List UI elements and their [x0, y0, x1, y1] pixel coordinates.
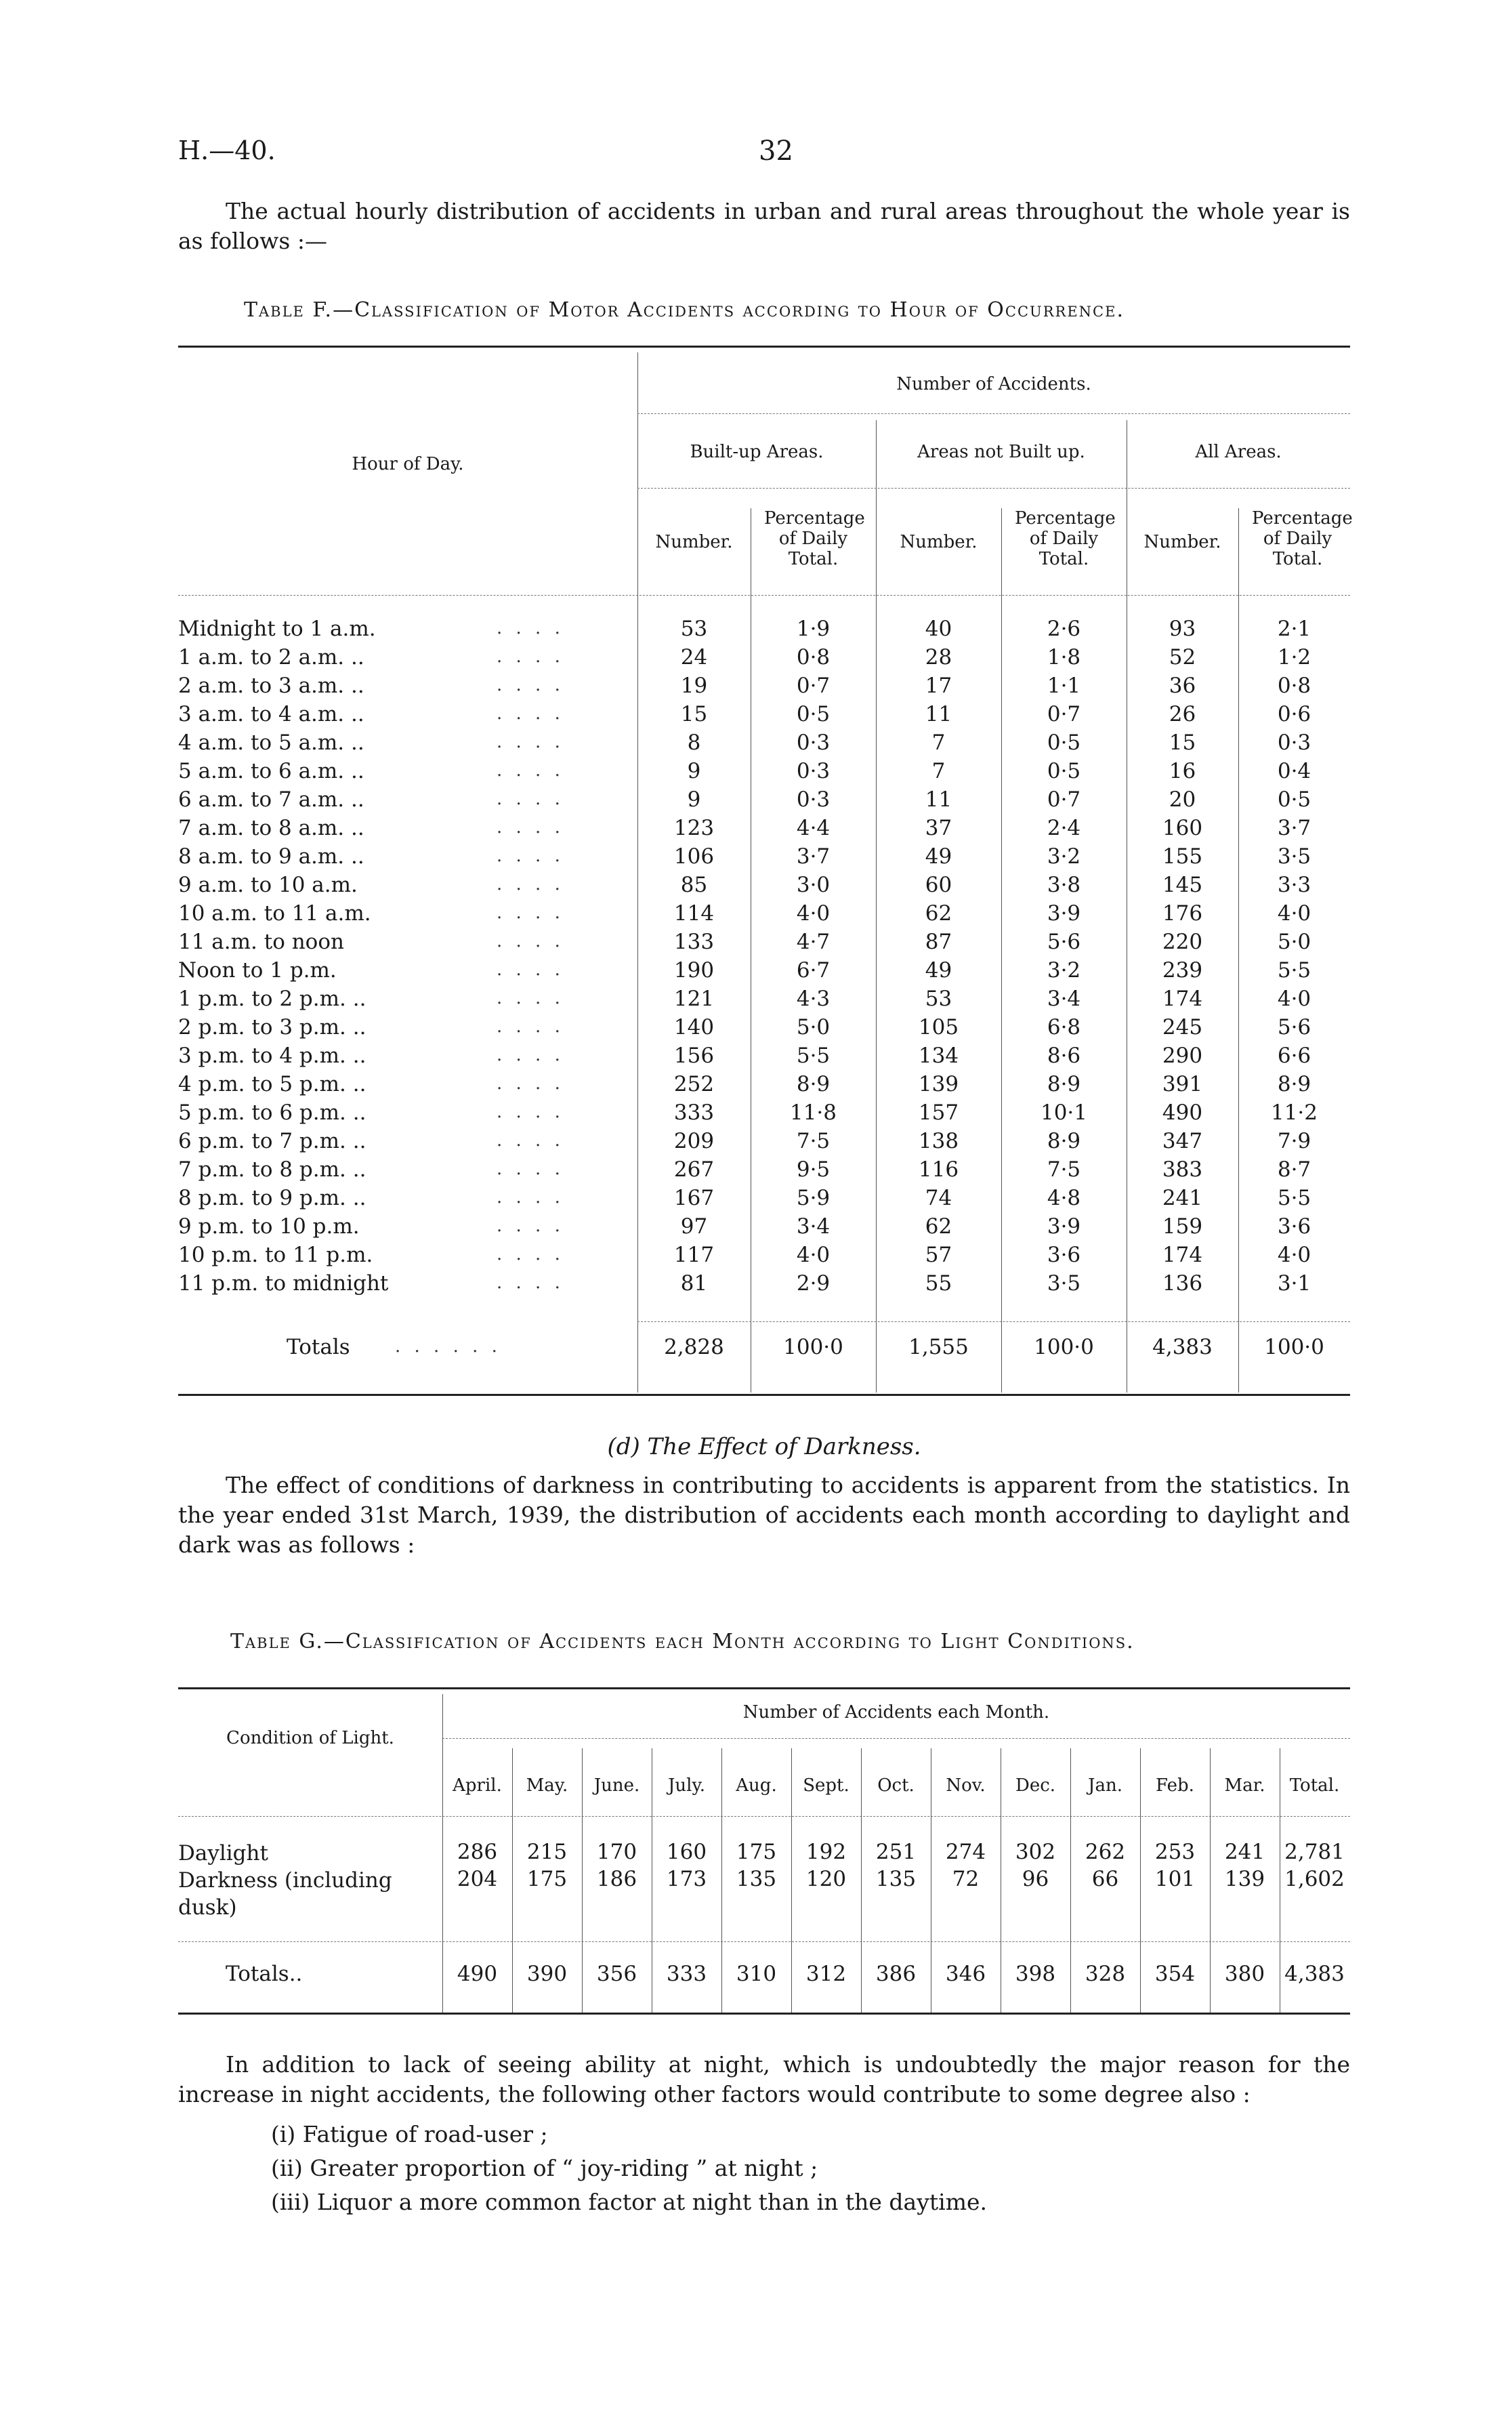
cell-nb-p: 2·4 [1047, 816, 1081, 840]
cell-all-p: 0·8 [1277, 674, 1311, 698]
cell-all-n: 93 [1169, 617, 1196, 641]
month-cell: 173 [666, 1867, 707, 1891]
cell-bu-p: 0·7 [796, 674, 831, 698]
cell-bu-n: 140 [673, 1015, 715, 1039]
cell-nb-p: 5·6 [1047, 930, 1081, 954]
cell-all-p: 8·9 [1277, 1072, 1311, 1096]
hour-label: 5 p.m. to 6 p.m. .. [178, 1100, 366, 1125]
month-cell: 204 [457, 1867, 498, 1891]
cell-nb-n: 11 [925, 702, 952, 726]
month-total: 356 [596, 1962, 637, 1986]
cell-all-p: 2·1 [1277, 617, 1311, 641]
table-f-caption: Table F.—Classification of Motor Accidents according to Hour of Occurrence. [244, 298, 1125, 322]
cell-all-p: 5·5 [1277, 958, 1311, 983]
cell-nb-n: 17 [925, 674, 952, 698]
month-header: May. [526, 1775, 568, 1796]
header-percentage: Percentage of Daily Total. [764, 508, 865, 569]
cell-bu-p: 2·9 [796, 1271, 831, 1296]
cell-bu-p: 0·3 [796, 730, 831, 755]
cell-all-n: 20 [1169, 787, 1196, 812]
month-total: 490 [457, 1962, 498, 1986]
totals-label: Totals.. [226, 1962, 303, 1986]
hour-label: 10 a.m. to 11 a.m. [178, 901, 371, 926]
month-cell: 253 [1154, 1840, 1196, 1864]
cell-bu-n: 9 [687, 787, 701, 812]
cell-nb-p: 8·9 [1047, 1129, 1081, 1153]
cell-all-p: 3·5 [1277, 844, 1311, 869]
cell-bu-n: 117 [673, 1243, 715, 1267]
cell-nb-n: 53 [925, 987, 952, 1011]
hour-label: 3 p.m. to 4 p.m. .. [178, 1044, 366, 1068]
cell-nb-p: 0·7 [1047, 702, 1081, 726]
hour-label: 6 a.m. to 7 a.m. .. [178, 787, 364, 812]
table-g-rule [178, 1941, 1350, 1942]
section-d-title: (d) The Effect of Darkness. [607, 1433, 921, 1460]
total-nb-n: 1,555 [908, 1335, 969, 1359]
leader-dots: . . . . [497, 1016, 564, 1037]
leader-dots: . . . . [497, 732, 564, 752]
cell-all-p: 4·0 [1277, 901, 1311, 926]
leader-dots: . . . . [497, 1045, 564, 1065]
table-g-top-rule [178, 1687, 1350, 1689]
cell-nb-n: 37 [925, 816, 952, 840]
cell-nb-p: 3·8 [1047, 873, 1081, 897]
leader-dots: . . . . [497, 789, 564, 809]
cell-bu-p: 1·9 [796, 617, 831, 641]
hour-label: 9 p.m. to 10 p.m. [178, 1214, 360, 1239]
cell-bu-p: 3·4 [796, 1214, 831, 1239]
month-total: 4,383 [1284, 1962, 1345, 1986]
hour-label: 11 p.m. to midnight [178, 1271, 389, 1296]
cell-bu-p: 3·7 [796, 844, 831, 869]
cell-nb-p: 3·5 [1047, 1271, 1081, 1296]
list-item: (i) Fatigue of road-user ; [271, 2121, 548, 2147]
cell-nb-p: 0·5 [1047, 730, 1081, 755]
cell-all-n: 239 [1162, 958, 1203, 983]
cell-all-p: 11·2 [1270, 1100, 1318, 1125]
month-header: Feb. [1156, 1775, 1194, 1796]
cell-bu-n: 15 [680, 702, 708, 726]
table-f-top-rule [178, 346, 1350, 348]
cell-all-p: 1·2 [1277, 645, 1311, 669]
cell-bu-n: 267 [673, 1157, 715, 1182]
leader-dots: . . . . [497, 675, 564, 695]
hour-label: 7 p.m. to 8 p.m. .. [178, 1157, 366, 1182]
month-cell: 175 [736, 1840, 777, 1864]
table-f-rule [637, 1321, 1350, 1322]
cell-nb-n: 62 [925, 901, 952, 926]
month-total: 386 [875, 1962, 917, 1986]
cell-nb-p: 3·6 [1047, 1243, 1081, 1267]
cell-nb-n: 87 [925, 930, 952, 954]
cell-nb-n: 11 [925, 787, 952, 812]
header-condition-of-light: Condition of Light. [226, 1728, 394, 1748]
leader-dots: . . . . . . [395, 1336, 501, 1357]
cell-all-p: 3·3 [1277, 873, 1311, 897]
month-cell: 101 [1154, 1867, 1196, 1891]
cell-bu-p: 0·3 [796, 759, 831, 783]
hour-label: 4 a.m. to 5 a.m. .. [178, 730, 364, 755]
cell-bu-n: 85 [680, 873, 708, 897]
total-all-n: 4,383 [1152, 1335, 1213, 1359]
month-cell: 274 [945, 1840, 986, 1864]
hour-label: Noon to 1 p.m. [178, 958, 337, 983]
cell-bu-p: 5·9 [796, 1186, 831, 1210]
table-g-rule [442, 1738, 1350, 1739]
cell-nb-n: 138 [918, 1129, 959, 1153]
month-total: 346 [945, 1962, 986, 1986]
cell-bu-n: 156 [673, 1044, 715, 1068]
cell-nb-p: 3·2 [1047, 958, 1081, 983]
cell-all-p: 6·6 [1277, 1044, 1311, 1068]
hour-label: 8 p.m. to 9 p.m. .. [178, 1186, 366, 1210]
table-f-bottom-rule [178, 1394, 1350, 1396]
leader-dots: . . . . [497, 1130, 564, 1151]
cell-all-n: 160 [1162, 816, 1203, 840]
month-cell: 2,781 [1284, 1840, 1345, 1864]
header-hour-of-day: Hour of Day. [352, 454, 464, 474]
table-f-rule [637, 413, 1350, 414]
cell-nb-n: 49 [925, 844, 952, 869]
cell-nb-p: 1·8 [1047, 645, 1081, 669]
cell-all-p: 8·7 [1277, 1157, 1311, 1182]
cell-nb-n: 40 [925, 617, 952, 641]
header-percentage: Percentage of Daily Total. [1252, 508, 1353, 569]
hour-label: 9 a.m. to 10 a.m. [178, 873, 358, 897]
cell-all-n: 36 [1169, 674, 1196, 698]
cell-nb-n: 157 [918, 1100, 959, 1125]
cell-bu-p: 4·0 [796, 1243, 831, 1267]
leader-dots: . . . . [497, 760, 564, 781]
month-header: Total. [1289, 1775, 1340, 1796]
cell-nb-p: 3·2 [1047, 844, 1081, 869]
cell-nb-n: 74 [925, 1186, 952, 1210]
cell-nb-n: 134 [918, 1044, 959, 1068]
header-number: Number. [1143, 532, 1221, 552]
month-cell: 170 [596, 1840, 637, 1864]
cell-nb-n: 7 [931, 730, 946, 755]
hour-label: 4 p.m. to 5 p.m. .. [178, 1072, 366, 1096]
hour-label: 5 a.m. to 6 a.m. .. [178, 759, 364, 783]
cell-bu-p: 4·4 [796, 816, 831, 840]
cell-all-p: 7·9 [1277, 1129, 1311, 1153]
month-cell: 262 [1085, 1840, 1126, 1864]
document-reference: H.—40. [178, 136, 276, 165]
total-bu-n: 2,828 [664, 1335, 724, 1359]
month-header: Dec. [1015, 1775, 1056, 1796]
month-header: Jan. [1088, 1775, 1122, 1796]
month-cell: 160 [666, 1840, 707, 1864]
cell-bu-p: 8·9 [796, 1072, 831, 1096]
hour-label: 8 a.m. to 9 a.m. .. [178, 844, 364, 869]
month-header: Mar. [1224, 1775, 1265, 1796]
cell-bu-p: 6·7 [796, 958, 831, 983]
cell-nb-p: 3·9 [1047, 1214, 1081, 1239]
cell-bu-p: 4·0 [796, 901, 831, 926]
cell-bu-p: 3·0 [796, 873, 831, 897]
cell-nb-n: 49 [925, 958, 952, 983]
cell-bu-p: 11·8 [789, 1100, 837, 1125]
cell-nb-p: 3·4 [1047, 987, 1081, 1011]
totals-label: Totals [287, 1335, 350, 1359]
table-g-bottom-rule [178, 2013, 1350, 2015]
cell-all-n: 15 [1169, 730, 1196, 755]
cell-bu-n: 53 [680, 617, 708, 641]
cell-nb-p: 2·6 [1047, 617, 1081, 641]
cell-nb-n: 62 [925, 1214, 952, 1239]
cell-bu-p: 0·8 [796, 645, 831, 669]
cell-nb-n: 7 [931, 759, 946, 783]
month-cell: 72 [952, 1867, 980, 1891]
hour-label: 1 a.m. to 2 a.m. .. [178, 645, 364, 669]
month-cell: 1,602 [1284, 1867, 1345, 1891]
cell-bu-n: 24 [680, 645, 708, 669]
leader-dots: . . . . [497, 1159, 564, 1179]
cell-all-p: 0·4 [1277, 759, 1311, 783]
header-built-up-areas: Built-up Areas. [690, 442, 824, 462]
section-d-paragraph [178, 1470, 1350, 1560]
cell-bu-p: 0·5 [796, 702, 831, 726]
cell-nb-p: 0·5 [1047, 759, 1081, 783]
table-f-rule [178, 595, 1350, 596]
hour-label: 11 a.m. to noon [178, 930, 344, 954]
cell-nb-p: 6·8 [1047, 1015, 1081, 1039]
leader-dots: . . . . [497, 817, 564, 838]
leader-dots: . . . . [497, 931, 564, 951]
month-total: 328 [1085, 1962, 1126, 1986]
month-header: June. [593, 1775, 640, 1796]
cell-nb-p: 0·7 [1047, 787, 1081, 812]
cell-all-n: 490 [1162, 1100, 1203, 1125]
cell-all-n: 145 [1162, 873, 1203, 897]
total-bu-p: 100·0 [783, 1335, 843, 1359]
cell-all-n: 26 [1169, 702, 1196, 726]
leader-dots: . . . . [497, 703, 564, 724]
list-item: (iii) Liquor a more common factor at night than in the daytime. [271, 2189, 987, 2215]
cell-bu-p: 9·5 [796, 1157, 831, 1182]
header-number: Number. [655, 532, 733, 552]
month-total: 354 [1154, 1962, 1196, 1986]
cell-nb-p: 4·8 [1047, 1186, 1081, 1210]
month-header: April. [453, 1775, 502, 1796]
leader-dots: . . . . [497, 988, 564, 1008]
month-header: Aug. [736, 1775, 777, 1796]
cell-nb-p: 3·9 [1047, 901, 1081, 926]
month-cell: 215 [526, 1840, 568, 1864]
leader-dots: . . . . [497, 903, 564, 923]
total-nb-p: 100·0 [1034, 1335, 1094, 1359]
cell-bu-n: 97 [680, 1214, 708, 1239]
cell-all-p: 0·6 [1277, 702, 1311, 726]
month-cell: 120 [805, 1867, 847, 1891]
cell-bu-n: 123 [673, 816, 715, 840]
cell-all-p: 3·6 [1277, 1214, 1311, 1239]
month-cell: 135 [736, 1867, 777, 1891]
month-header: Nov. [946, 1775, 986, 1796]
month-total: 312 [805, 1962, 847, 1986]
list-item: (ii) Greater proportion of “ joy-riding ” at night ; [271, 2155, 818, 2181]
hour-label: 6 p.m. to 7 p.m. .. [178, 1129, 366, 1153]
month-header: Sept. [803, 1775, 849, 1796]
table-g [178, 1687, 1350, 2019]
cell-all-n: 174 [1162, 1243, 1203, 1267]
cell-nb-n: 116 [918, 1157, 959, 1182]
cell-bu-p: 4·3 [796, 987, 831, 1011]
header-percentage: Percentage of Daily Total. [1015, 508, 1116, 569]
hour-label: 2 p.m. to 3 p.m. .. [178, 1015, 366, 1039]
cell-bu-n: 81 [680, 1271, 708, 1296]
cell-bu-n: 8 [687, 730, 701, 755]
cell-all-p: 4·0 [1277, 987, 1311, 1011]
condition-label: Darkness (including dusk) [178, 1868, 392, 1920]
cell-all-p: 4·0 [1277, 1243, 1311, 1267]
intro-paragraph [178, 197, 1350, 256]
cell-nb-n: 60 [925, 873, 952, 897]
leader-dots: . . . . [497, 1244, 564, 1264]
hour-label: 2 a.m. to 3 a.m. .. [178, 674, 364, 698]
table-f [178, 346, 1353, 1423]
cell-nb-n: 55 [925, 1271, 952, 1296]
cell-bu-n: 133 [673, 930, 715, 954]
cell-bu-p: 7·5 [796, 1129, 831, 1153]
closing-text: In addition to lack of seeing ability at night, which is undoubtedly the major reason for the increase in night accidents, the following other factors would contribute to some degree also : [178, 2051, 1350, 2107]
cell-bu-p: 5·0 [796, 1015, 831, 1039]
cell-all-n: 159 [1162, 1214, 1203, 1239]
cell-all-n: 347 [1162, 1129, 1203, 1153]
cell-all-n: 220 [1162, 930, 1203, 954]
cell-nb-p: 8·9 [1047, 1072, 1081, 1096]
cell-nb-n: 139 [918, 1072, 959, 1096]
intro-text: The actual hourly distribution of accidents in urban and rural areas throughout the whole year is as follows :— [178, 198, 1350, 254]
cell-bu-n: 114 [673, 901, 715, 926]
leader-dots: . . . . [497, 1187, 564, 1208]
leader-dots: . . . . [497, 874, 564, 894]
leader-dots: . . . . [497, 1273, 564, 1293]
hour-label: 3 a.m. to 4 a.m. .. [178, 702, 364, 726]
month-total: 390 [526, 1962, 568, 1986]
cell-all-n: 155 [1162, 844, 1203, 869]
leader-dots: . . . . [497, 960, 564, 980]
month-cell: 135 [875, 1867, 917, 1891]
cell-nb-n: 57 [925, 1243, 952, 1267]
cell-all-p: 0·5 [1277, 787, 1311, 812]
cell-all-p: 5·6 [1277, 1015, 1311, 1039]
month-cell: 139 [1224, 1867, 1265, 1891]
cell-bu-n: 252 [673, 1072, 715, 1096]
cell-all-n: 383 [1162, 1157, 1203, 1182]
cell-all-n: 136 [1162, 1271, 1203, 1296]
hour-label: 1 p.m. to 2 p.m. .. [178, 987, 366, 1011]
leader-dots: . . . . [497, 618, 564, 638]
cell-nb-p: 8·6 [1047, 1044, 1081, 1068]
table-g-rule [178, 1816, 1350, 1817]
cell-bu-p: 5·5 [796, 1044, 831, 1068]
cell-nb-n: 105 [918, 1015, 959, 1039]
cell-all-p: 5·0 [1277, 930, 1311, 954]
month-cell: 66 [1091, 1867, 1119, 1891]
month-header: Oct. [877, 1775, 915, 1796]
header-number-of-accidents: Number of Accidents. [896, 374, 1091, 394]
header-number: Number. [900, 532, 978, 552]
month-total: 380 [1224, 1962, 1265, 1986]
cell-bu-p: 4·7 [796, 930, 831, 954]
cell-all-n: 174 [1162, 987, 1203, 1011]
cell-all-p: 3·1 [1277, 1271, 1311, 1296]
cell-nb-n: 28 [925, 645, 952, 669]
month-cell: 241 [1224, 1840, 1265, 1864]
cell-bu-n: 190 [673, 958, 715, 983]
cell-all-p: 3·7 [1277, 816, 1311, 840]
hour-label: 7 a.m. to 8 a.m. .. [178, 816, 364, 840]
month-cell: 302 [1015, 1840, 1056, 1864]
header-not-built-up-areas: Areas not Built up. [917, 442, 1085, 462]
cell-nb-p: 7·5 [1047, 1157, 1081, 1182]
table-f-rule [637, 488, 1350, 489]
cell-bu-n: 333 [673, 1100, 715, 1125]
hour-label: 10 p.m. to 11 p.m. [178, 1243, 373, 1267]
month-cell: 96 [1022, 1867, 1049, 1891]
cell-all-p: 0·3 [1277, 730, 1311, 755]
cell-nb-p: 1·1 [1047, 674, 1081, 698]
leader-dots: . . . . [497, 646, 564, 667]
cell-all-n: 290 [1162, 1044, 1203, 1068]
cell-bu-n: 167 [673, 1186, 715, 1210]
header-all-areas: All Areas. [1195, 442, 1282, 462]
cell-all-n: 391 [1162, 1072, 1203, 1096]
month-cell: 186 [596, 1867, 637, 1891]
cell-bu-n: 106 [673, 844, 715, 869]
cell-all-n: 176 [1162, 901, 1203, 926]
cell-all-n: 241 [1162, 1186, 1203, 1210]
leader-dots: . . . . [497, 846, 564, 866]
closing-paragraph [178, 2050, 1350, 2109]
month-cell: 192 [805, 1840, 847, 1864]
leader-dots: . . . . [497, 1102, 564, 1122]
cell-nb-p: 10·1 [1040, 1100, 1088, 1125]
cell-all-n: 52 [1169, 645, 1196, 669]
leader-dots: . . . . [497, 1216, 564, 1236]
cell-bu-n: 19 [680, 674, 708, 698]
cell-all-p: 5·5 [1277, 1186, 1311, 1210]
total-all-p: 100·0 [1264, 1335, 1324, 1359]
month-header: July. [668, 1775, 705, 1796]
page-number: 32 [759, 136, 793, 167]
header-accidents-each-month: Number of Accidents each Month. [742, 1702, 1050, 1723]
month-total: 333 [666, 1962, 707, 1986]
month-total: 398 [1015, 1962, 1056, 1986]
condition-label: Daylight [178, 1841, 268, 1866]
month-cell: 251 [875, 1840, 917, 1864]
cell-all-n: 16 [1169, 759, 1196, 783]
month-total: 310 [736, 1962, 777, 1986]
section-d-text: The effect of conditions of darkness in contributing to accidents is apparent from the statistics. In the year ended 31st March, 1939, the distribution of accidents each month according to daylight and dark was as follows : [178, 1472, 1350, 1558]
cell-bu-n: 121 [673, 987, 715, 1011]
table-g-caption: Table G.—Classification of Accidents each Month according to Light Conditions. [230, 1630, 1135, 1653]
leader-dots: . . . . [497, 1073, 564, 1094]
cell-bu-n: 9 [687, 759, 701, 783]
cell-all-n: 245 [1162, 1015, 1203, 1039]
month-cell: 175 [526, 1867, 568, 1891]
cell-bu-p: 0·3 [796, 787, 831, 812]
cell-bu-n: 209 [673, 1129, 715, 1153]
hour-label: Midnight to 1 a.m. [178, 617, 376, 641]
month-cell: 286 [457, 1840, 498, 1864]
